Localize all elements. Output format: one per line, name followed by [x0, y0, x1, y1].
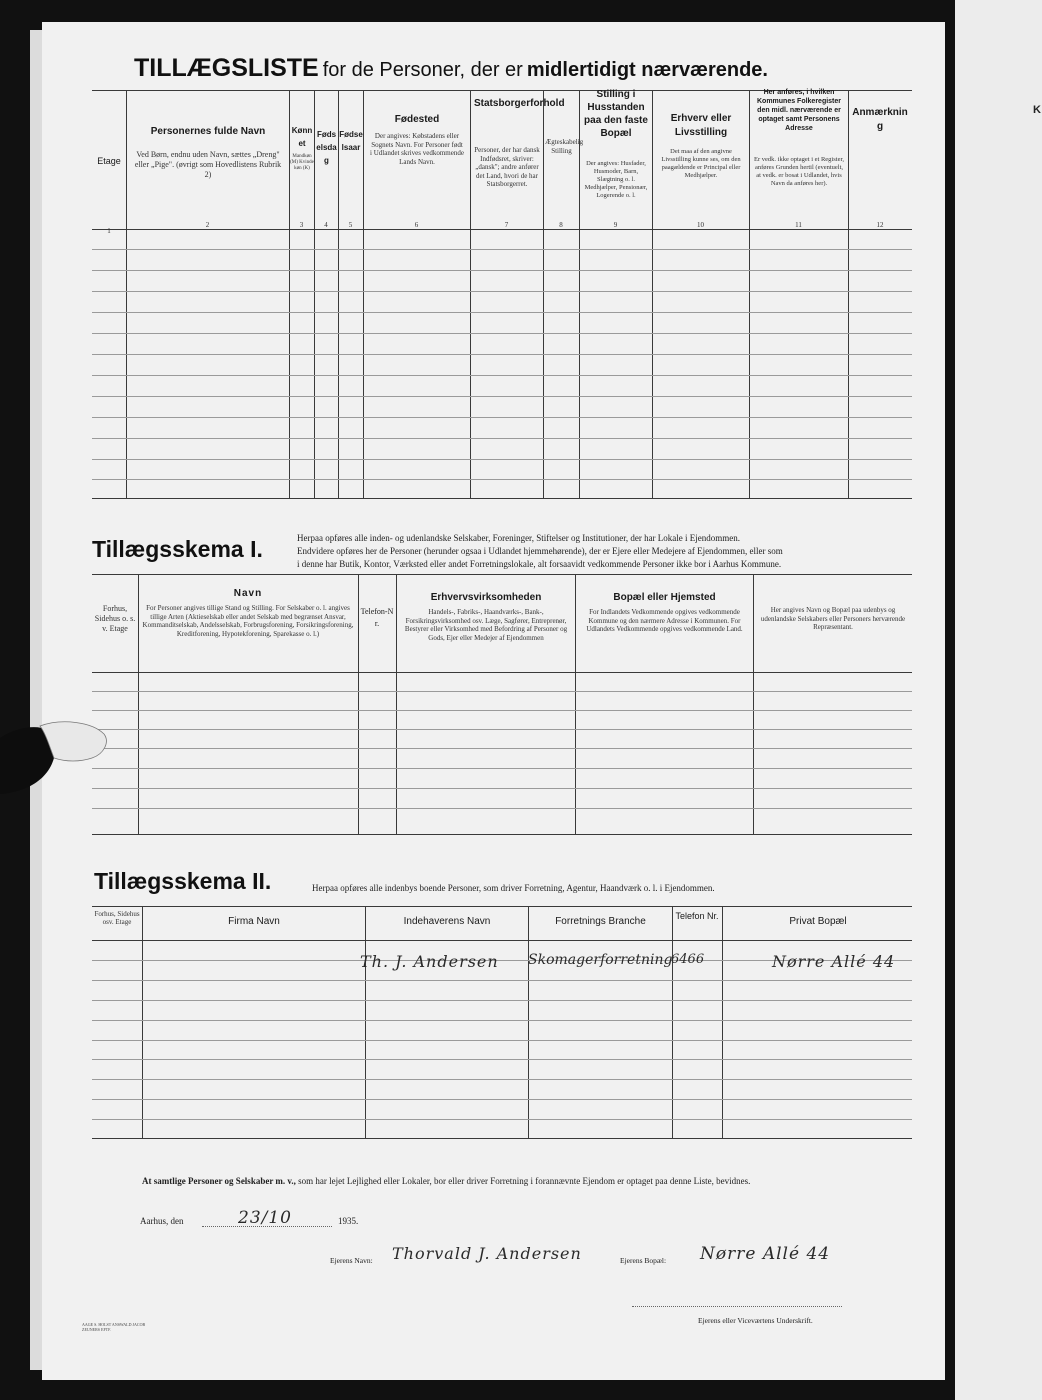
owner-name-label: Ejerens Navn: [330, 1256, 373, 1265]
col-folkeregister-sub: Er vedk. ikke optaget i et Register, anføres Grunden hertil (eventuelt, at vedk. er bosat i Udlandet, hvis Navn da anføres her). [754, 156, 844, 187]
skema2-col-indehaver: Indehaverens Navn [403, 916, 491, 927]
table3-bottom-border [92, 1138, 912, 1139]
table2-bottom-border [92, 834, 912, 835]
col-anmaerkning-header: Anmærkning [852, 107, 908, 132]
skema1-col-navn-sub: For Personer angives tillige Stand og Stilling. For Selskaber o. l. angives tillige Arten (Aktieselskab eller andet Selskab med begrænset Ansvar, Kommanditselskab, Andelsselskab, Forbrugsforening, Forsikringsforening, Kreditforening, Hypotekforening, Sparekasse o. l.) [142, 604, 354, 638]
col-num-6: 6 [414, 221, 419, 229]
skema1-col-erhverv-sub: Handels-, Fabriks-, Haandværks-, Bank-, Forsikringsvirksomhed osv. Læge, Sagfører, Entreprenør, Bestyrer eller Virksomhed med Befordring af Personer og Gods, Ejer eller Medejer af Ejendommen [404, 608, 568, 642]
col-koen-header: Kønnet [291, 126, 313, 148]
col-erhverv-header: Erhverv eller Livsstilling [670, 113, 732, 138]
col-num-5: 5 [348, 221, 353, 229]
col-num-7: 7 [504, 221, 509, 229]
col-stilling-sub: Der angives: Husfader, Husmoder, Barn, Slægtning o. l. Medhjælper, Pensionær, Logerende o. l. [584, 160, 648, 199]
skema2-intro: Herpaa opføres alle indenbys boende Personer, som driver Forretning, Agentur, Haandværk o. l. i Ejendommen. [312, 883, 715, 893]
col-foedselsdag-header: Fødselsdag [316, 130, 337, 165]
skema1-col-repr: Her angives Navn og Bopæl paa udenbys og udenlandske Selskabers eller Personers herværende Repræsentant. [760, 606, 906, 631]
skema2-col-etage: Forhus, Sidehus osv. Etage [94, 910, 140, 926]
skema1-col-navn: Navn [233, 588, 263, 599]
table3-top-border [92, 906, 912, 907]
signature-label: Ejerens eller Viceværtens Underskrift. [698, 1316, 813, 1325]
col-num-11: 11 [795, 221, 802, 229]
table2-header-bottom [92, 672, 912, 673]
handwritten-owner-address: Nørre Allé 44 [700, 1244, 831, 1264]
handwritten-telefon: 6466 [671, 952, 705, 967]
col-num-12: 12 [876, 221, 884, 229]
col-koen-sub: Mandkøn (M) Kvindekøn (K) [290, 154, 314, 171]
handwritten-indehaver: Th. J. Andersen [360, 952, 499, 971]
col-navn-sub: Ved Børn, endnu uden Navn, sættes „Dreng" eller „Pige". (øvrigt som Hovedlistens Rubrik 2) [134, 150, 282, 179]
skema2-col-firma: Firma Navn [228, 916, 280, 927]
skema1-col-telefon: Telefon-Nr. [360, 607, 394, 628]
table3-header-bottom [92, 940, 912, 941]
table2-top-border [92, 574, 912, 575]
col-statsborger-sub: Personer, der har dansk Indfødsret, skriver: „dansk"; andre anfører det Land, hvori de har Statsborgerret. [474, 146, 540, 188]
col-etage-header: Etage [97, 156, 121, 166]
skema1-col-erhverv: Erhvervsvirksomheden [430, 592, 542, 603]
city-date-label: Aarhus, den [140, 1216, 184, 1226]
skema1-col-etage: Forhus, Sidehus o. s. v. Etage [94, 604, 136, 633]
col-statsborger-header: Statsborgerforhold [474, 98, 565, 109]
handwritten-branche: Skomagerforretning [528, 952, 673, 968]
declaration: At samtlige Personer og Selskaber m. v., som har lejet Lejlighed eller Lokaler, bor eller driver Forretning i forannævnte Ejendom er optaget paa denne Liste, bevidnes. [142, 1176, 751, 1186]
table1-bottom-border [92, 498, 912, 499]
year: 1935. [338, 1216, 359, 1226]
skema1-intro-3: i denne har Butik, Kontor, Værksted eller andet Forretningslokale, alt forsaavidt vedkommende Personer ikke bor i Aarhus Kommune. [297, 559, 782, 569]
skema2-col-branche: Forretnings Branche [555, 916, 646, 927]
col-num-9: 9 [613, 221, 618, 229]
handwritten-privat-bopael: Nørre Allé 44 [772, 952, 896, 971]
skema1-title: Tillægsskema I. [92, 536, 263, 562]
col-num-10: 10 [697, 221, 704, 229]
col-folkeregister-header: Her anføres, i hvilken Kommunes Folkeregister den midl. nærværende er optaget samt Personens Adresse [756, 89, 842, 132]
adjacent-page-fragment: K [1033, 104, 1041, 116]
col-erhverv-sub: Det maa af den angivne Livsstilling kunne ses, om den paagældende er Principal eller Medhjælper. [661, 148, 741, 179]
printer-mark: AAGE S. HOLST ANSWALD JACOB ZEUNERS EFTF. [82, 1322, 146, 1332]
col-num-1: 1 [107, 227, 111, 235]
adjacent-page [955, 0, 1042, 1400]
skema2-col-bopael: Privat Bopæl [789, 916, 847, 927]
col-num-4: 4 [324, 221, 328, 229]
table1-header-bottom [92, 229, 912, 230]
col-num-8: 8 [559, 221, 563, 229]
skema2-col-telefon: Telefon Nr. [675, 911, 719, 921]
col-navn-header: Personernes fulde Navn [150, 126, 266, 137]
col-foedested-header: Fødested [394, 114, 440, 125]
owner-address-label: Ejerens Bopæl: [620, 1256, 667, 1265]
col-aegteskab-header: Ægteskabelig Stilling [545, 138, 584, 155]
col-stilling-header: Stilling i Husstanden paa den faste Bopæl [584, 89, 648, 139]
col-foedselsaar-header: Fødselsaar [339, 130, 363, 152]
col-num-3: 3 [299, 221, 304, 229]
skema1-col-bopael: Bopæl eller Hjemsted [613, 592, 716, 603]
handwritten-owner-name: Thorvald J. Andersen [392, 1244, 582, 1263]
skema2-title: Tillægsskema II. [94, 868, 272, 894]
tillaegsliste-title: TILLÆGSLISTE for de Personer, der er midlertidigt nærværende. [134, 54, 768, 82]
handwritten-date: 23/10 [238, 1208, 292, 1228]
skema1-intro-1: Herpaa opføres alle inden- og udenlandske Selskaber, Foreninger, Stiftelser og Institutioner, der har Lokale i Ejendommen. [297, 533, 741, 543]
skema1-col-bopael-sub: For Indlandets Vedkommende opgives vedkommende Kommune og den nærmere Adresse i Kommunen. For Udlandets Vedkommende opgives vedkommende Land. [586, 608, 743, 633]
col-foedested-sub: Der angives: Købstadens eller Sognets Navn. For Personer født i Udlandet skrives vedkommende Lands Navn. [370, 132, 464, 166]
form-page [42, 22, 945, 1380]
thumb-holding-page [0, 718, 110, 804]
skema1-intro-2: Endvidere opføres her de Personer (herunder ogsaa i Udlandet hjemmehørende), der er Ejere eller Medejere af Ejendommen, eller som [297, 546, 783, 556]
col-num-2: 2 [205, 221, 210, 229]
